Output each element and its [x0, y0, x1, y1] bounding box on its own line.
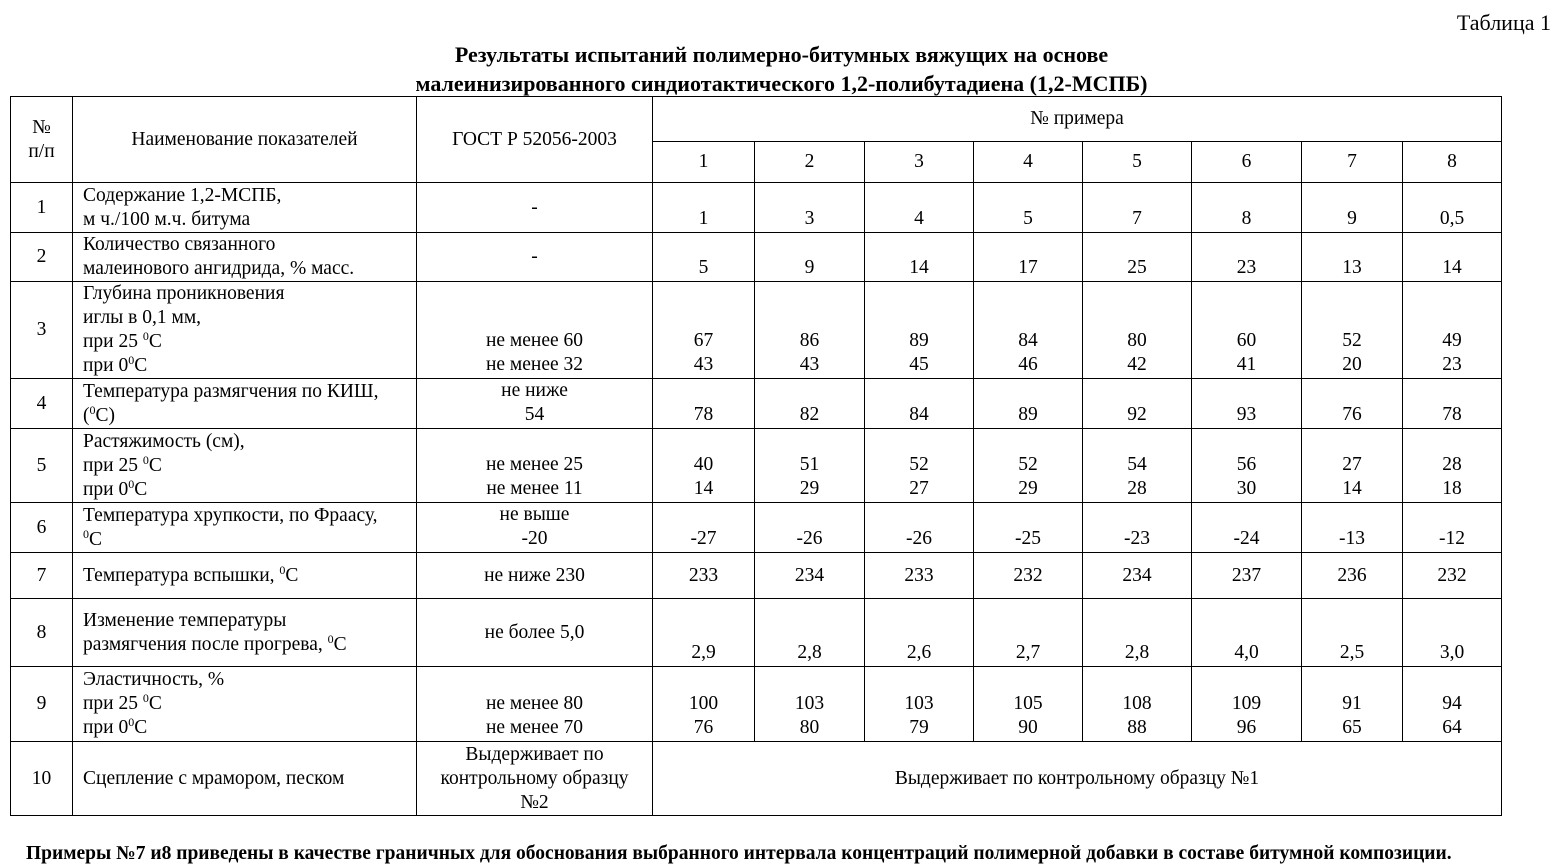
header-name: Наименование показателей: [73, 97, 417, 183]
table-row: [11, 183, 1502, 233]
cell-line: 234: [794, 564, 825, 586]
cell-line: 4: [914, 208, 924, 229]
cell-line: 236: [1337, 564, 1367, 586]
indicator-name: [73, 742, 417, 816]
example-value: [974, 183, 1083, 233]
cell-line: -24: [1233, 528, 1260, 549]
example-value: [1083, 233, 1192, 282]
cell-line: -: [531, 246, 538, 267]
example-number: 5: [1083, 142, 1192, 183]
example-value: [974, 429, 1083, 503]
example-number: 6: [1192, 142, 1302, 183]
cell-line: при 25 $^0$C: [83, 691, 162, 714]
indicator-name: [73, 599, 417, 667]
cell-line: 67: [693, 330, 714, 351]
example-value: [1403, 282, 1502, 379]
example-value: [755, 379, 865, 429]
row-number: 7: [11, 553, 73, 599]
cell-line: 54: [524, 404, 545, 425]
cell-line: м ч./100 м.ч. битума: [83, 208, 251, 230]
row-number: 6: [11, 503, 73, 553]
cell-line: 93: [1236, 404, 1257, 425]
cell-line: 90: [1018, 717, 1038, 738]
gost-requirement: [417, 282, 653, 379]
example-value: [755, 599, 865, 667]
cell-line: не ниже: [501, 380, 568, 401]
example-value: [865, 233, 974, 282]
example-value: [1192, 429, 1302, 503]
cell-line: 41: [1236, 354, 1257, 375]
cell-line: 52: [1342, 330, 1362, 351]
cell-line: 103: [794, 693, 825, 714]
example-value: [1083, 553, 1192, 599]
example-value: [865, 599, 974, 667]
example-value: [653, 282, 755, 379]
cell-line: не менее 11: [486, 478, 583, 499]
results-table: [10, 96, 1502, 816]
cell-line: 8: [1241, 208, 1252, 229]
example-value: [755, 429, 865, 503]
cell-line: 9: [1347, 208, 1357, 229]
example-value: [1403, 553, 1502, 599]
cell-line: 1: [698, 208, 709, 229]
cell-line: 2,9: [691, 642, 716, 663]
example-value: [974, 233, 1083, 282]
example-value: [1302, 379, 1403, 429]
merged-result: Выдерживает по контрольному образцу №1: [653, 742, 1502, 816]
gost-requirement: [417, 553, 653, 599]
cell-line: Изменение температуры: [83, 609, 287, 631]
cell-line: 233: [904, 564, 934, 586]
cell-line: -27: [690, 528, 717, 549]
example-value: [653, 553, 755, 599]
cell-line: 18: [1442, 478, 1462, 499]
cell-line: 7: [1132, 208, 1142, 229]
example-value: [1083, 503, 1192, 553]
cell-line: 233: [688, 564, 719, 586]
cell-line: при 25 $^0$C: [83, 452, 162, 476]
cell-line: 237: [1231, 564, 1262, 586]
cell-line: 86: [799, 330, 820, 351]
row-number: 2: [11, 233, 73, 282]
cell-line: 17: [1018, 257, 1038, 278]
cell-line: не менее 60: [485, 330, 584, 351]
row-number: 4: [11, 379, 73, 429]
example-value: [1403, 233, 1502, 282]
table-title: [0, 40, 1563, 98]
cell-line: 14: [693, 478, 714, 499]
title-line-1: Результаты испытаний полимерно-битумных вяжущих на основе: [454, 42, 1109, 67]
cell-line: ($^0$C): [83, 402, 115, 426]
example-value: [1403, 599, 1502, 667]
indicator-name: [73, 282, 417, 379]
example-value: [1403, 667, 1502, 742]
indicator-name: [73, 429, 417, 503]
example-number: 2: [755, 142, 865, 183]
cell-line: Температура вспышки, $^0$C: [83, 562, 299, 586]
cell-line: 2,8: [797, 642, 822, 663]
cell-line: 30: [1236, 478, 1257, 499]
cell-line: при $0^0C$: [83, 353, 148, 376]
cell-line: 109: [1231, 693, 1262, 714]
example-value: [755, 503, 865, 553]
cell-line: 84: [909, 404, 929, 425]
example-number: 8: [1403, 142, 1502, 183]
example-value: [653, 183, 755, 233]
table-row: [11, 503, 1502, 553]
example-value: [1302, 282, 1403, 379]
cell-line: 64: [1442, 717, 1462, 738]
row-number: 10: [11, 742, 73, 816]
cell-line: 28: [1442, 454, 1462, 475]
cell-line: Эластичность, %: [83, 669, 225, 690]
cell-line: не более 5,0: [484, 621, 585, 643]
example-value: [1302, 503, 1403, 553]
row-number: 3: [11, 282, 73, 379]
cell-line: 28: [1127, 478, 1147, 499]
example-value: [974, 379, 1083, 429]
example-value: [1302, 553, 1403, 599]
cell-line: 2,6: [906, 642, 932, 663]
example-value: [1302, 233, 1403, 282]
cell-line: при $0^0C$: [83, 476, 148, 500]
cell-line: 43: [799, 354, 820, 375]
cell-line: Выдерживает по: [465, 743, 604, 765]
cell-line: 89: [909, 330, 929, 351]
cell-line: размягчения после прогрева, $^0$C: [83, 631, 347, 655]
cell-line: 3: [804, 208, 815, 229]
example-value: [1083, 282, 1192, 379]
table-label: Таблица 1: [1456, 10, 1551, 35]
example-value: [1302, 667, 1403, 742]
cell-line: -12: [1439, 528, 1465, 549]
row-number: 8: [11, 599, 73, 667]
example-value: [1083, 183, 1192, 233]
cell-line: Содержание 1,2-МСПБ,: [83, 184, 282, 206]
cell-line: -23: [1124, 528, 1150, 549]
cell-line: 108: [1122, 693, 1152, 714]
example-value: [1192, 183, 1302, 233]
table-row: [11, 599, 1502, 667]
indicator-name: [73, 553, 417, 599]
cell-line: -: [531, 196, 538, 218]
cell-line: не менее 70: [485, 717, 584, 738]
cell-line: Сцепление с мрамором, песком: [83, 767, 345, 789]
indicator-name: [73, 183, 417, 233]
cell-line: -26: [906, 528, 932, 549]
example-value: [865, 553, 974, 599]
cell-line: 29: [799, 478, 820, 499]
table-row: [11, 429, 1502, 503]
example-value: [1192, 553, 1302, 599]
example-value: [1192, 379, 1302, 429]
cell-line: 49: [1442, 330, 1462, 351]
cell-line: иглы в 0,1 мм,: [83, 307, 202, 328]
example-value: [1302, 183, 1403, 233]
example-value: [653, 379, 755, 429]
example-value: [755, 553, 865, 599]
cell-line: 2,8: [1124, 642, 1150, 663]
cell-line: 14: [1442, 257, 1462, 278]
cell-line: 42: [1127, 354, 1147, 375]
cell-line: Растяжимость (см),: [83, 430, 245, 452]
example-value: [653, 233, 755, 282]
example-value: [865, 183, 974, 233]
example-value: [865, 429, 974, 503]
header-gost: ГОСТ Р 52056-2003: [417, 97, 653, 183]
example-value: [653, 599, 755, 667]
cell-line: при $0^0C$: [83, 715, 148, 738]
cell-line: -25: [1015, 528, 1041, 549]
cell-line: 4,0: [1234, 642, 1259, 663]
cell-line: -26: [796, 528, 823, 549]
cell-line: 25: [1127, 257, 1147, 278]
example-value: [653, 429, 755, 503]
cell-line: 56: [1236, 454, 1257, 475]
cell-line: 46: [1018, 354, 1038, 375]
cell-line: 5: [1023, 208, 1033, 229]
cell-line: Температура размягчения по КИШ,: [83, 380, 379, 402]
example-number: 1: [653, 142, 755, 183]
gost-requirement: [417, 183, 653, 233]
cell-line: 2,5: [1339, 642, 1365, 663]
cell-line: 103: [904, 693, 934, 714]
row-number: 1: [11, 183, 73, 233]
example-value: [1302, 429, 1403, 503]
cell-line: 27: [1342, 454, 1362, 475]
cell-line: 80: [799, 717, 820, 738]
example-value: [653, 667, 755, 742]
cell-line: 45: [909, 354, 929, 375]
cell-line: 232: [1437, 564, 1467, 586]
cell-line: не менее 32: [485, 354, 584, 375]
example-value: [1192, 667, 1302, 742]
cell-line: не менее 25: [485, 454, 584, 475]
table-row: [11, 379, 1502, 429]
indicator-name: [73, 233, 417, 282]
cell-line: 23: [1236, 257, 1257, 278]
cell-line: контрольному образцу: [440, 767, 629, 789]
header-num: № п/п: [11, 97, 73, 183]
example-number: 7: [1302, 142, 1403, 183]
example-value: [755, 667, 865, 742]
cell-line: 92: [1127, 404, 1147, 425]
example-value: [1083, 429, 1192, 503]
cell-line: 78: [693, 404, 714, 425]
cell-line: 80: [1127, 330, 1147, 351]
gost-requirement: [417, 742, 653, 816]
cell-line: Глубина проникновения: [83, 283, 285, 304]
cell-line: Количество связанного: [83, 234, 276, 255]
cell-line: 60: [1236, 330, 1257, 351]
cell-line: 88: [1127, 717, 1147, 738]
example-value: [974, 503, 1083, 553]
cell-line: 14: [909, 257, 929, 278]
title-line-2: малеинизированного синдиотактического 1,2-полибутадиена (1,2-МСПБ): [415, 71, 1148, 96]
table-row: [11, 742, 1502, 816]
example-value: [1403, 429, 1502, 503]
cell-line: при 25 $^0$C: [83, 329, 162, 352]
header-examples: № примера: [653, 97, 1502, 142]
cell-line: Температура хрупкости, по Фраасу,: [83, 504, 378, 526]
example-value: [1302, 599, 1403, 667]
cell-line: 23: [1442, 354, 1462, 375]
gost-requirement: [417, 599, 653, 667]
cell-line: 0,5: [1439, 208, 1465, 229]
row-number: 5: [11, 429, 73, 503]
row-number: 9: [11, 667, 73, 742]
example-number: 4: [974, 142, 1083, 183]
example-value: [1192, 233, 1302, 282]
cell-line: 54: [1127, 454, 1147, 475]
example-value: [1083, 599, 1192, 667]
example-value: [1083, 667, 1192, 742]
cell-line: 94: [1442, 693, 1462, 714]
cell-line: 105: [1013, 693, 1043, 714]
cell-line: 2,7: [1015, 642, 1041, 663]
cell-line: 5: [698, 257, 709, 278]
cell-line: 91: [1342, 693, 1362, 714]
example-value: [1192, 599, 1302, 667]
cell-line: $^0$C: [83, 526, 103, 550]
cell-line: 84: [1018, 330, 1038, 351]
cell-line: 234: [1122, 564, 1152, 586]
example-value: [1083, 379, 1192, 429]
cell-line: 51: [799, 454, 820, 475]
example-value: [1403, 503, 1502, 553]
table-row: [11, 667, 1502, 742]
cell-line: 9: [804, 257, 815, 278]
cell-line: малеинового ангидрида, % масс.: [83, 258, 355, 279]
table-row: [11, 282, 1502, 379]
indicator-name: [73, 379, 417, 429]
gost-requirement: [417, 233, 653, 282]
cell-line: 65: [1342, 717, 1362, 738]
table-body: [11, 97, 1502, 816]
example-value: [1192, 503, 1302, 553]
example-value: [1192, 282, 1302, 379]
example-value: [865, 379, 974, 429]
indicator-name: [73, 503, 417, 553]
example-value: [865, 667, 974, 742]
cell-line: не менее 80: [485, 693, 584, 714]
indicator-name: [73, 667, 417, 742]
footnote: Примеры №7 и8 приведены в качестве граничных для обоснования выбранного интервала концентраций полимерной добавки в составе битумной композиции.: [26, 843, 1452, 864]
header-row: [11, 97, 1502, 142]
example-value: [974, 667, 1083, 742]
cell-line: 232: [1013, 564, 1043, 586]
example-number: 3: [865, 142, 974, 183]
example-value: [653, 503, 755, 553]
cell-line: не выше: [499, 504, 570, 525]
gost-requirement: [417, 503, 653, 553]
cell-line: -20: [521, 528, 548, 549]
cell-line: 96: [1236, 717, 1257, 738]
example-value: [755, 183, 865, 233]
example-value: [1403, 379, 1502, 429]
gost-requirement: [417, 429, 653, 503]
example-value: [755, 233, 865, 282]
cell-line: 3,0: [1439, 642, 1465, 663]
gost-requirement: [417, 667, 653, 742]
cell-line: 13: [1342, 257, 1362, 278]
cell-line: 82: [799, 404, 820, 425]
cell-line: 89: [1018, 404, 1038, 425]
cell-line: 27: [909, 478, 929, 499]
cell-line: 100: [688, 693, 719, 714]
cell-line: -13: [1339, 528, 1365, 549]
cell-line: 20: [1342, 354, 1362, 375]
example-value: [865, 503, 974, 553]
example-value: [865, 282, 974, 379]
example-value: [755, 282, 865, 379]
table-row: [11, 233, 1502, 282]
example-value: [974, 282, 1083, 379]
example-value: [1403, 183, 1502, 233]
cell-line: 43: [693, 354, 714, 375]
cell-line: не ниже 230: [484, 564, 585, 586]
cell-line: 14: [1342, 478, 1362, 499]
cell-line: 40: [693, 454, 714, 475]
example-value: [974, 553, 1083, 599]
cell-line: №2: [520, 791, 549, 813]
gost-requirement: [417, 379, 653, 429]
cell-line: 52: [909, 454, 929, 475]
example-value: [974, 599, 1083, 667]
cell-line: 78: [1442, 404, 1462, 425]
cell-line: 52: [1018, 454, 1038, 475]
cell-line: 76: [1342, 404, 1362, 425]
table-row: [11, 553, 1502, 599]
cell-line: 79: [909, 717, 929, 738]
cell-line: 29: [1018, 478, 1038, 499]
cell-line: 76: [693, 717, 714, 738]
